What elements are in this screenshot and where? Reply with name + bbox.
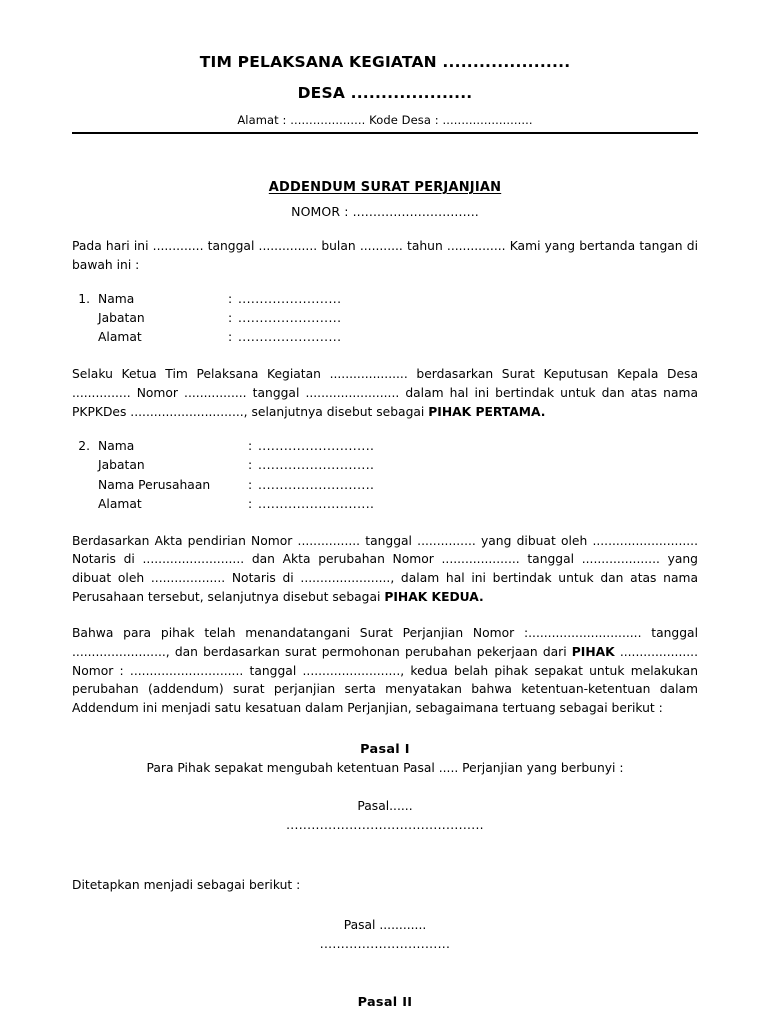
party-one-colon-jabatan: : <box>228 311 233 326</box>
pasal-one-center-label: Pasal...... <box>357 798 413 813</box>
letterhead <box>72 0 698 127</box>
determination-center-label: Pasal ............ <box>343 918 427 933</box>
letterhead-organization: TIM PELAKSANA KEGIATAN ..................... <box>199 53 571 71</box>
page-title: ADDENDUM SURAT PERJANJIAN <box>268 179 502 195</box>
party-row <box>72 476 698 495</box>
pasal-one-heading: Pasal I <box>360 741 410 757</box>
party-row <box>72 495 698 514</box>
party-two-colon-nama: : <box>248 439 253 454</box>
document-title-block <box>72 176 698 195</box>
party-two-block <box>72 437 698 513</box>
document-number: NOMOR : ............................... <box>291 203 479 219</box>
document-sheet <box>72 0 698 1010</box>
letterhead-address: Alamat : .................... Kode Desa : ........................ <box>237 112 533 127</box>
party-two-label-alamat: Alamat <box>98 496 142 511</box>
party-two-value-perusahaan: ........................... <box>258 477 375 492</box>
party-two-description-text: Berdasarkan Akta pendirian Nomor ................ tanggal ............... yang dibuat oleh ........................... Notaris di .......................... dan Akta perubahan Nomor .................... tanggal .................... yang dibuat oleh ................... Notaris di ......................., dalam hal ini bertindak untuk dan atas nama Perusahaan tersebut, selanjutnya disebut sebagai <box>72 533 698 604</box>
party-one-value-alamat: ........................ <box>238 330 342 345</box>
party-two-colon-jabatan: : <box>248 458 253 473</box>
party-row <box>72 328 698 347</box>
party-two-colon-alamat: : <box>248 496 253 511</box>
party-two-value-alamat: ........................... <box>258 496 375 511</box>
letterhead-village: DESA .................... <box>297 83 473 102</box>
party-two-value-nama: ........................... <box>258 439 375 454</box>
party-one-colon-alamat: : <box>228 330 233 345</box>
recital-text-c: .................... Nomor : ............................. tanggal ........................., kedua belah pihak sepakat untuk melakukan perubahan (addendum) surat perjanjian serta menyatakan bahwa ketentuan-ketentuan dalam Addendum ini menjadi satu kesatuan dalam Perjanjian, sebagaimana tertuang sebagai berikut : <box>72 645 698 716</box>
party-one-label-alamat: Alamat <box>98 330 142 345</box>
party-two-label-nama: Nama <box>98 439 135 454</box>
letterhead-divider <box>72 132 698 134</box>
recital-text-a: Bahwa para pihak telah menandatangani Surat Perjanjian Nomor :............................. tanggal ........................, dan berdasarkan surat permohonan perubahan pekerjaan dari <box>72 626 698 660</box>
party-two-description <box>72 532 698 607</box>
party-two-colon-perusahaan: : <box>248 477 253 492</box>
section-spacer <box>72 832 698 860</box>
party-one-description-text: Selaku Ketua Tim Pelaksana Kegiatan .................... berdasarkan Surat Keputusan Kepala Desa ............... Nomor ................ tanggal ........................ dalam hal ini bertindak untuk dan atas nama PKPKDes ............................., selanjutnya disebut sebagai <box>72 367 698 419</box>
section-spacer <box>72 951 698 971</box>
opening-paragraph: Pada hari ini ............. tanggal ............... bulan ........... tahun ............... Kami yang bertanda tangan di bawah ini : <box>72 238 698 272</box>
pasal-one-subtitle: Para Pihak sepakat mengubah ketentuan Pasal ..... Perjanjian yang berbunyi : <box>146 760 624 775</box>
party-row <box>72 290 698 309</box>
pasal-two-heading: Pasal II <box>357 995 413 1011</box>
party-row <box>72 437 698 456</box>
party-row <box>72 309 698 328</box>
party-one-label-nama: Nama <box>98 292 135 307</box>
party-one-label-jabatan: Jabatan <box>98 311 145 326</box>
recital-paragraph <box>72 624 698 717</box>
party-row <box>72 456 698 475</box>
party-two-label-jabatan: Jabatan <box>98 458 145 473</box>
determination-dotted-line: ............................... <box>319 937 451 952</box>
party-one-description <box>72 365 698 421</box>
party-one-block <box>72 290 698 347</box>
party-one-colon-nama: : <box>228 292 233 307</box>
determination-intro: Ditetapkan menjadi sebagai berikut : <box>72 877 301 892</box>
party-one-number: 1. <box>78 292 90 307</box>
party-one-value-jabatan: ........................ <box>238 311 342 326</box>
party-two-number: 2. <box>78 439 90 454</box>
party-two-value-jabatan: ........................... <box>258 458 375 473</box>
pihak-kedua-label: PIHAK KEDUA. <box>384 589 484 604</box>
party-two-label-perusahaan: Nama Perusahaan <box>98 477 211 492</box>
pasal-one-dotted-line: ............................................... <box>286 817 484 832</box>
pihak-label: PIHAK <box>571 645 615 660</box>
party-one-value-nama: ........................ <box>238 292 342 307</box>
pihak-pertama-label: PIHAK PERTAMA. <box>428 404 546 419</box>
